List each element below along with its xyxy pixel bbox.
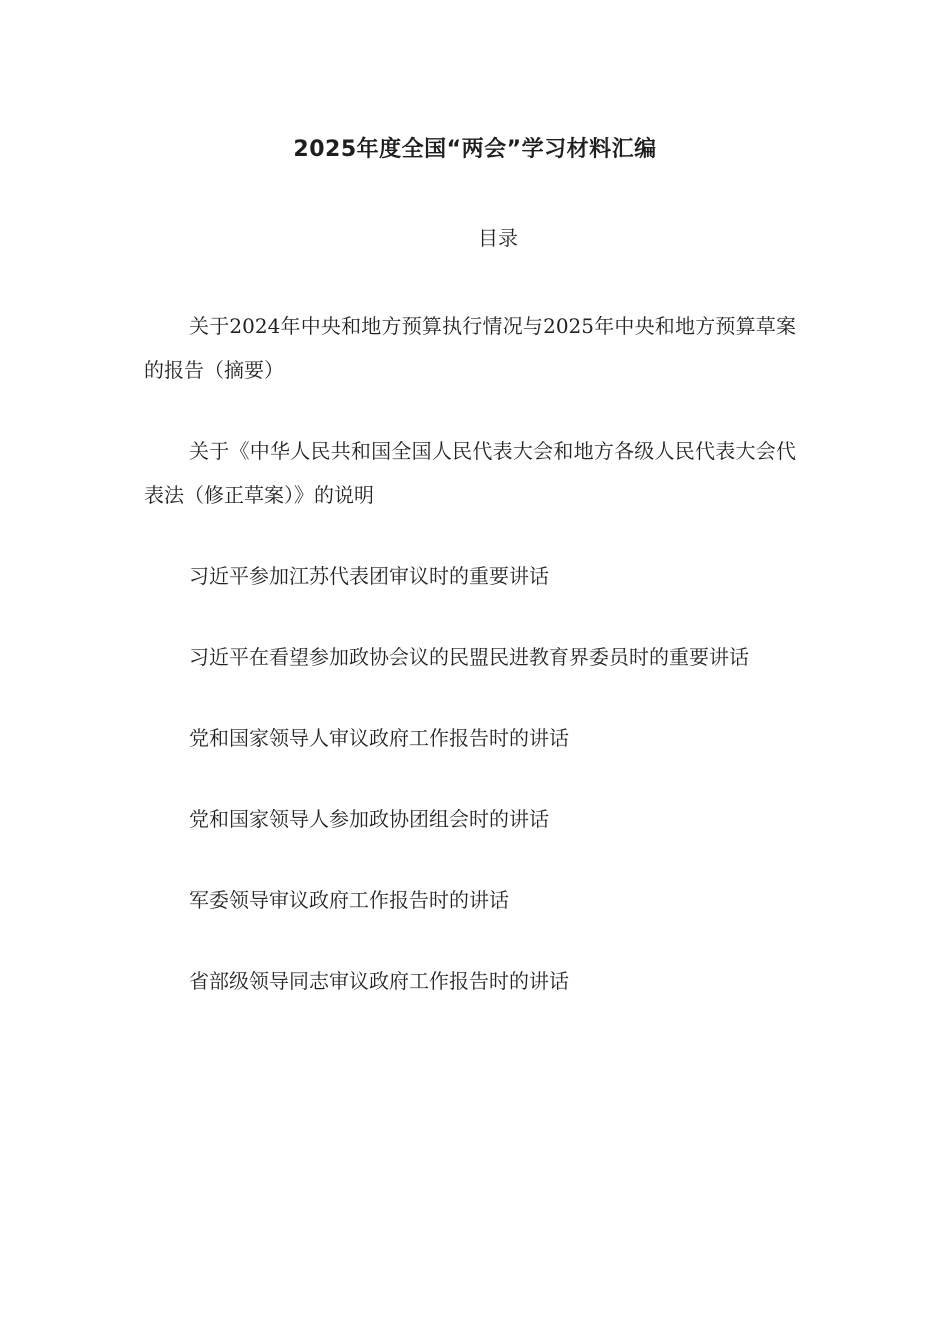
toc-item: 党和国家领导人参加政协团组会时的讲话 [189,807,549,831]
toc-item: 习近平在看望参加政协会议的民盟民进教育界委员时的重要讲话 [189,645,749,669]
toc-item: 省部级领导同志审议政府工作报告时的讲话 [189,969,569,993]
toc-item: 关于《中华人民共和国全国人民代表大会和地方各级人民代表大会代表法（修正草案）》的说明 [144,439,796,507]
toc-item: 军委领导审议政府工作报告时的讲话 [189,888,509,912]
document-title: 2025年度全国“两会”学习材料汇编 [293,137,657,162]
table-of-contents [144,304,796,1040]
toc-heading: 目录 [478,226,518,250]
toc-item: 关于2024年中央和地方预算执行情况与2025年中央和地方预算草案的报告（摘要） [144,314,796,382]
toc-item: 党和国家领导人审议政府工作报告时的讲话 [189,726,569,750]
toc-item: 习近平参加江苏代表团审议时的重要讲话 [189,564,549,588]
